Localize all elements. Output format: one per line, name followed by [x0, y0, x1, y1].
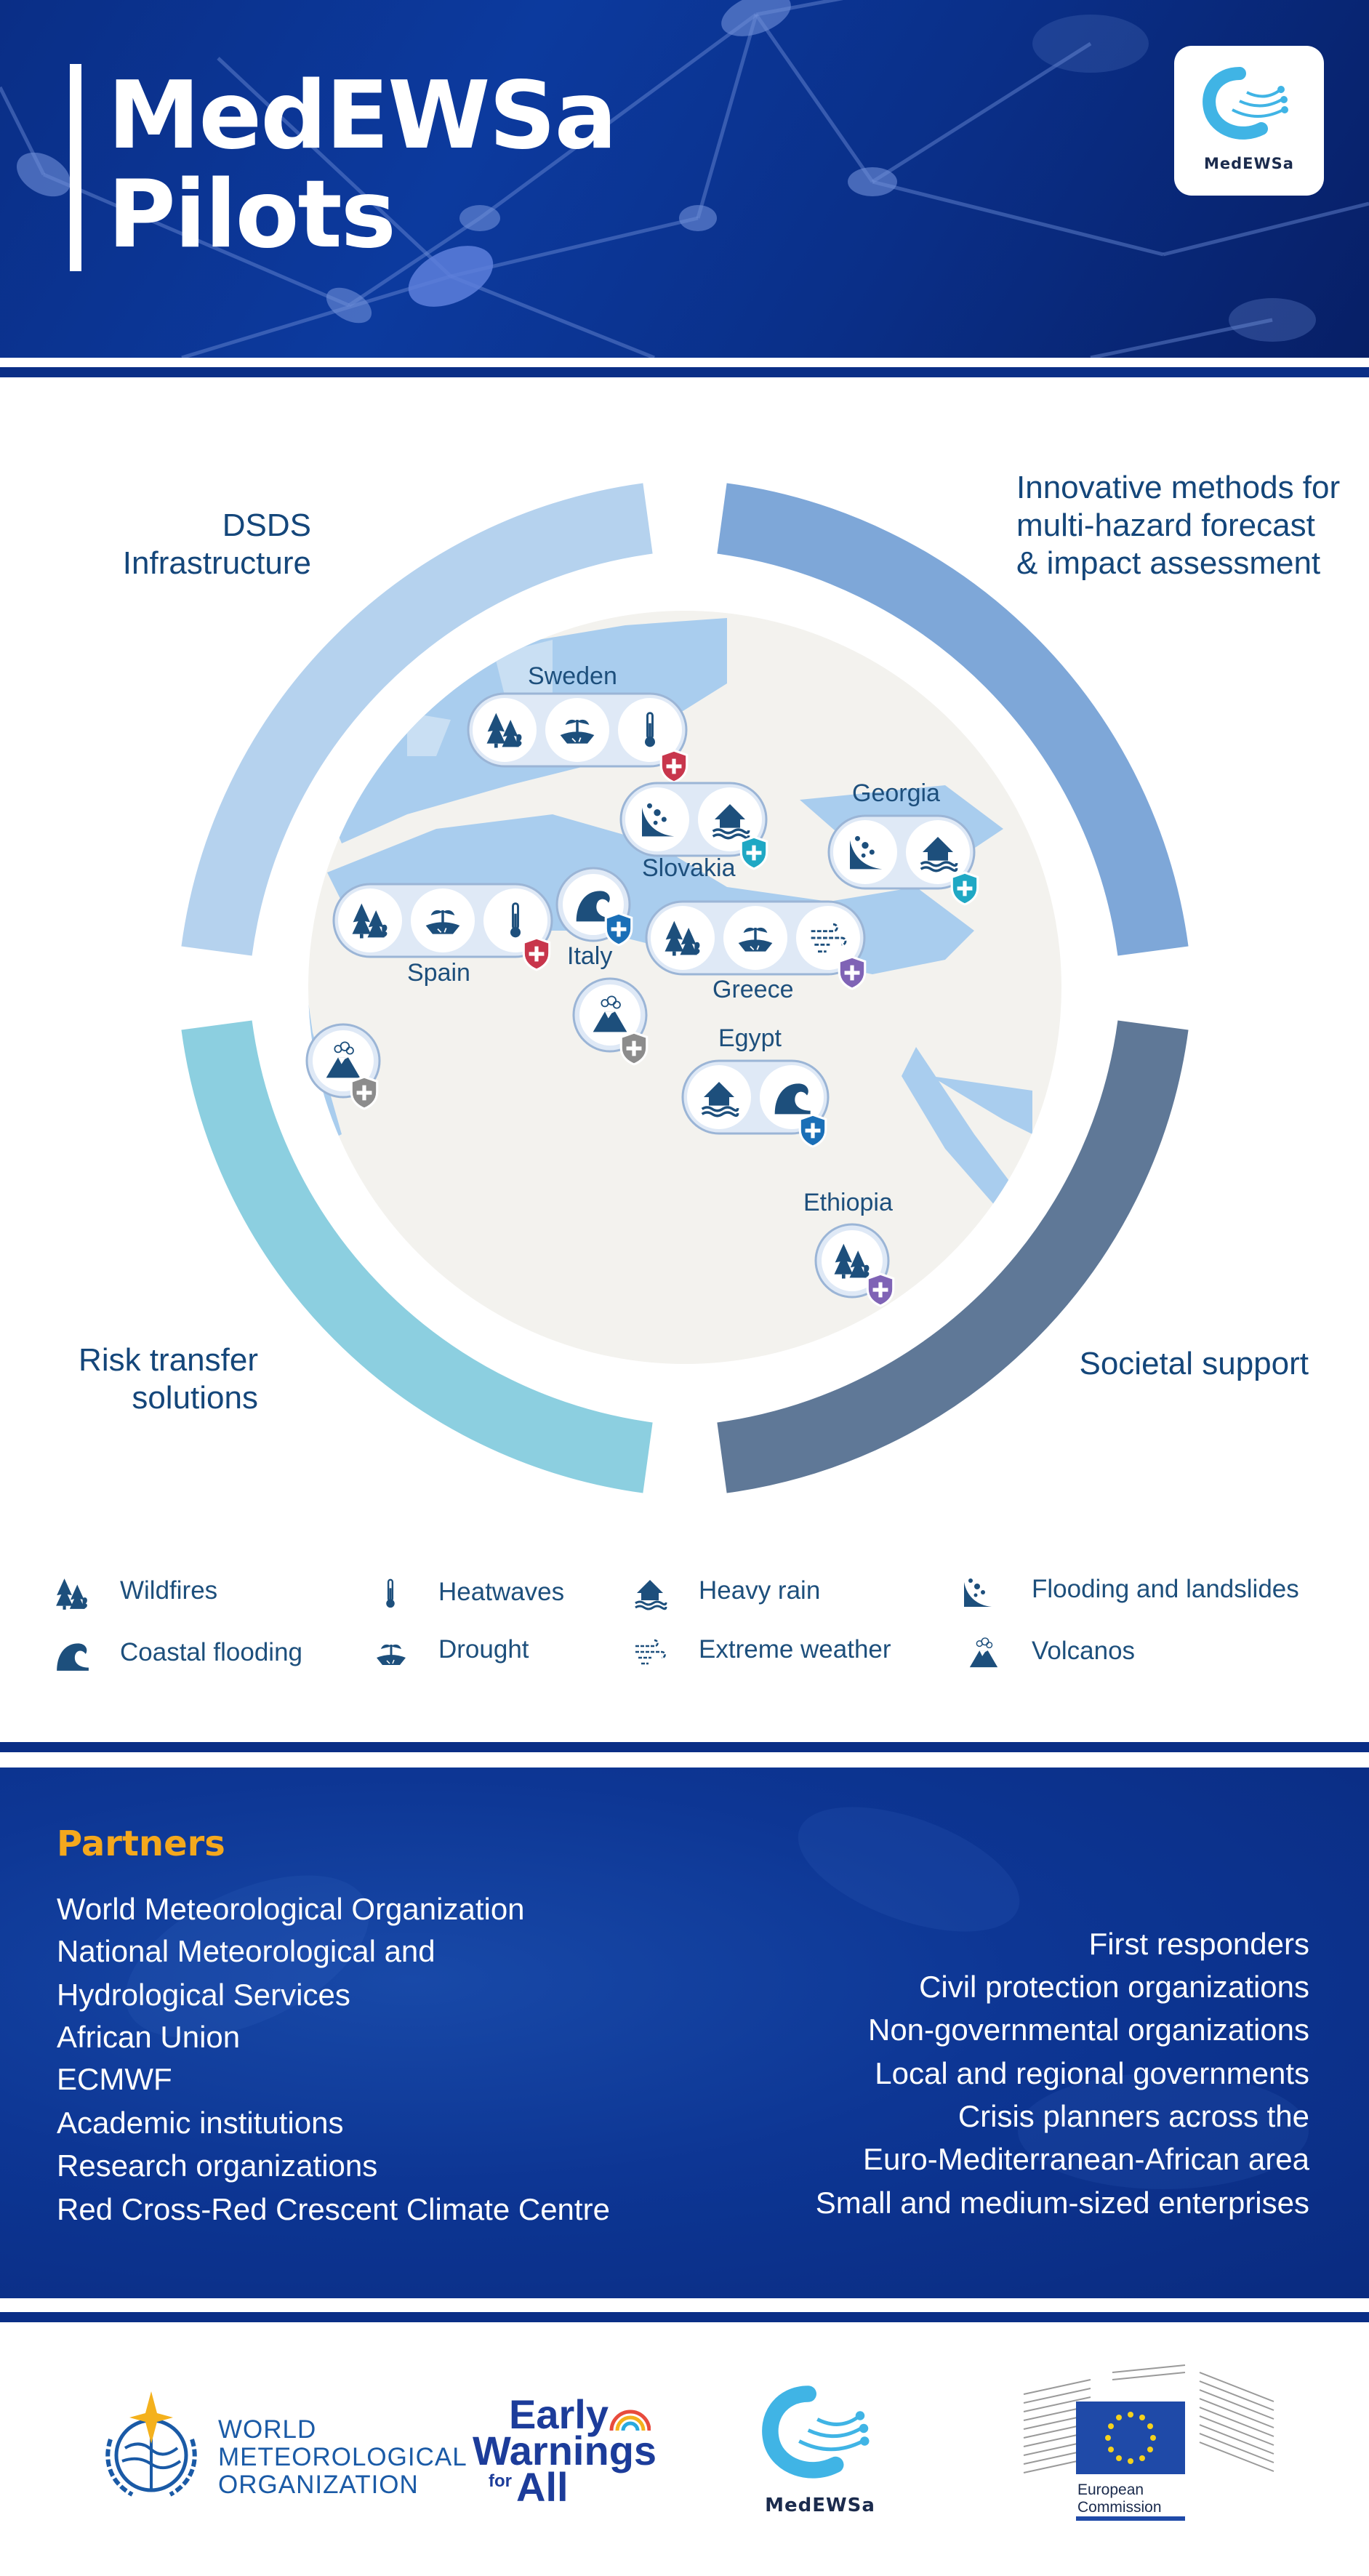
label-innovative-methods: [1016, 469, 1358, 582]
medewsa-footer-label: MedEWSa: [765, 2495, 875, 2516]
label-dsds-line2: Infrastructure: [122, 545, 311, 581]
medewsa-logo-icon: [1189, 59, 1309, 153]
wmo-emblem-icon: [96, 2388, 206, 2505]
pilot-sweden: [465, 691, 698, 785]
legend-wildfires: Wildfires: [120, 1576, 218, 1605]
ec-wordmark: [1077, 2481, 1162, 2516]
coastal-flooding-icon: [54, 1637, 90, 1674]
label-risk-transfer: [29, 1341, 258, 1417]
heatwaves-icon: [374, 1577, 407, 1610]
pilot-egypt: [680, 1058, 840, 1152]
label-dsds: [73, 507, 311, 582]
partner-left-7: Research organizations: [57, 2148, 378, 2183]
partner-left-6: Academic institutions: [57, 2106, 344, 2140]
label-dsds-line1: DSDS: [222, 507, 311, 543]
partner-right-2: Civil protection organizations: [919, 1970, 1309, 2004]
country-greece: Greece: [712, 976, 794, 1003]
pilot-georgia: [826, 813, 986, 907]
partner-right-1: First responders: [1088, 1927, 1309, 1961]
heavy-rain-icon: [633, 1576, 667, 1610]
title-accent-bar: [70, 64, 81, 271]
wmo-line3: ORGANIZATION: [218, 2471, 419, 2499]
country-ethiopia: Ethiopia: [803, 1189, 893, 1216]
wildfires-icon: [54, 1576, 90, 1612]
ec-line2: Commission: [1077, 2499, 1162, 2516]
pilot-canary-volcano: [304, 1022, 395, 1116]
wmo-line1: WORLD: [218, 2415, 317, 2444]
legend-coastal-flooding: Coastal flooding: [120, 1638, 302, 1666]
partners-title: Partners: [57, 1823, 225, 1864]
footer-divider-stripe: [0, 2312, 1369, 2322]
header-divider-stripe: [0, 367, 1369, 377]
legend-volcanos: Volcanos: [1032, 1637, 1136, 1665]
label-innovative-line1: Innovative methods for: [1016, 470, 1341, 505]
partner-left-1: World Meteorological Organization: [57, 1892, 525, 1926]
logo-card-label: MedEWSa: [1204, 155, 1294, 172]
legend-drought: Drought: [438, 1635, 529, 1664]
wmo-line2: METEOROLOGICAL: [218, 2443, 467, 2471]
flooding-landslides-icon: [960, 1575, 995, 1610]
medewsa-footer-logo-icon: [740, 2381, 900, 2490]
legend-flooding-landslides: Flooding and landslides: [1032, 1575, 1299, 1603]
country-sweden: Sweden: [528, 662, 617, 690]
partner-left-4: African Union: [57, 2020, 241, 2054]
partner-left-5: ECMWF: [57, 2062, 172, 2096]
header-banner: [0, 0, 1369, 358]
footer-logos: [0, 2336, 1369, 2576]
extreme-weather-icon: [633, 1634, 667, 1669]
title-line-1: MedEWSa: [108, 62, 616, 170]
rainbow-arc-icon: [607, 2397, 651, 2432]
partner-right-6: Euro-Mediterranean-African area: [863, 2142, 1309, 2176]
pilot-italy-coastal: [554, 865, 645, 952]
partner-right-4: Local and regional governments: [875, 2056, 1309, 2090]
country-georgia: Georgia: [852, 779, 940, 807]
title-line-2: Pilots: [108, 161, 395, 269]
country-slovakia: Slovakia: [642, 854, 736, 882]
label-societal-support: Societal support: [1079, 1346, 1309, 1381]
drought-icon: [374, 1636, 409, 1671]
ew4all-line4: All: [516, 2464, 569, 2510]
ew4all-line1: Early: [509, 2391, 609, 2437]
volcano-icon: [967, 1636, 1000, 1671]
legend-heavy-rain: Heavy rain: [699, 1576, 821, 1605]
partner-left-2: National Meteorological and: [57, 1934, 435, 1968]
label-risk-line2: solutions: [132, 1380, 258, 1416]
ew4all-line3: for: [489, 2471, 512, 2491]
label-innovative-line3: & impact assessment: [1016, 545, 1321, 581]
legend-extreme-weather: Extreme weather: [699, 1635, 891, 1664]
label-risk-line1: Risk transfer: [79, 1342, 258, 1378]
partner-right-7: Small and medium-sized enterprises: [815, 2186, 1309, 2220]
partner-left-3: Hydrological Services: [57, 1978, 350, 2012]
ew4all-line2: Warnings: [473, 2428, 657, 2473]
country-spain: Spain: [407, 959, 470, 987]
wmo-wordmark: [218, 2416, 467, 2499]
country-egypt: Egypt: [718, 1024, 782, 1052]
legend-heatwaves: Heatwaves: [438, 1578, 565, 1606]
pilot-ethiopia: [813, 1221, 904, 1316]
early-warnings-for-all-logo: [473, 2391, 657, 2518]
hazard-legend: [0, 1563, 1369, 1694]
ec-line1: European: [1077, 2481, 1144, 2498]
european-commission-logo: [1018, 2358, 1280, 2547]
partner-right-5: Crisis planners across the: [958, 2099, 1309, 2133]
medewsa-logo-card: [1174, 46, 1324, 196]
country-italy: Italy: [567, 942, 613, 970]
label-innovative-line2: multi-hazard forecast: [1016, 507, 1315, 543]
partners-divider-stripe-top: [0, 1742, 1369, 1752]
partner-right-3: Non-governmental organizations: [867, 2013, 1309, 2047]
partner-left-8: Red Cross-Red Crescent Climate Centre: [57, 2192, 610, 2226]
